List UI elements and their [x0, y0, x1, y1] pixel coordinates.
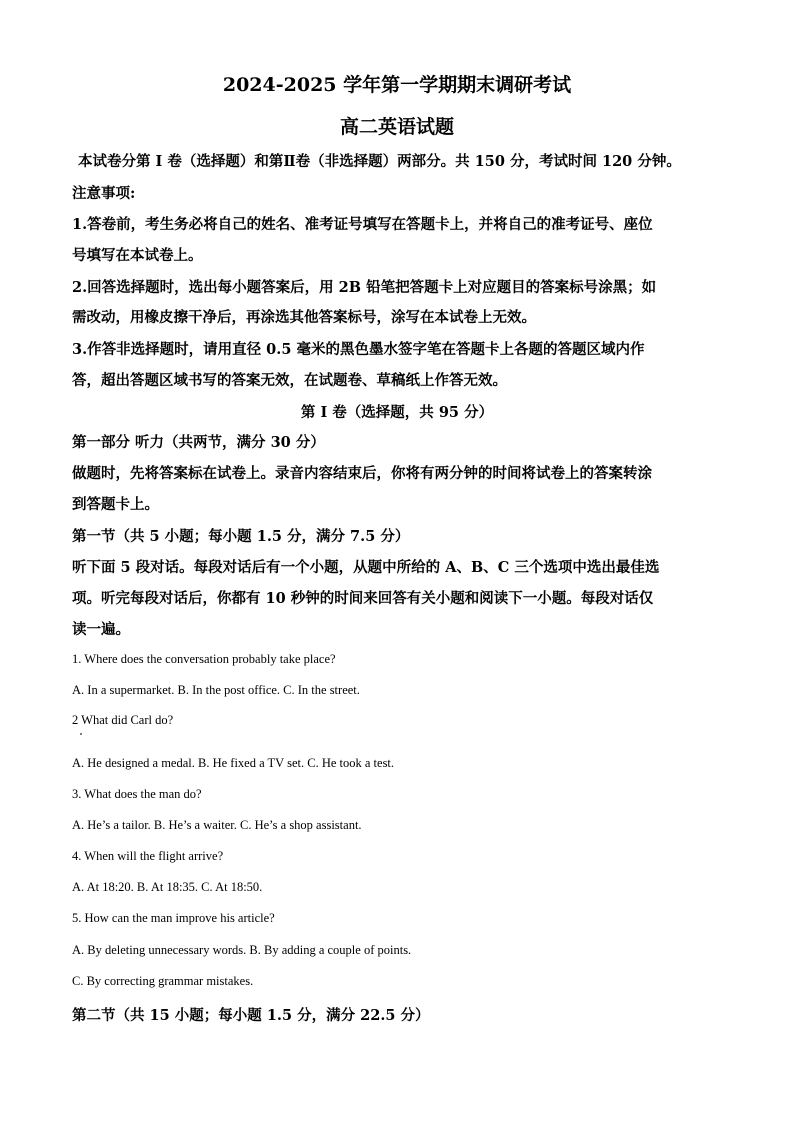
question-2-stem: 2 What did Carl do? [72, 713, 174, 727]
question-1-stem: 1. Where does the conversation probably take place? [72, 652, 336, 666]
question-3-stem: 3. What does the man do? [72, 787, 202, 801]
part-1-desc-line-2: 到答题卡上。 [72, 496, 159, 513]
section-1-desc-line-1: 听下面 5 段对话。每段对话后有一个小题，从题中所给的 A、B、C 三个选项中选出最佳选 [72, 559, 660, 576]
question-4-stem: 4. When will the flight arrive? [72, 849, 224, 863]
section-1-heading: 第一节（共 5 小题；每小题 1.5 分，满分 7.5 分） [72, 528, 410, 545]
question-1-options: A. In a supermarket. B. In the post office. C. In the street. [72, 683, 360, 697]
volume-1-heading: 第 I 卷（选择题，共 95 分） [300, 404, 494, 421]
exam-subtitle: 高二英语试题 [339, 116, 454, 138]
part-1-heading: 第一部分 听力（共两节，满分 30 分） [72, 434, 325, 451]
exam-title: 2024-2025 学年第一学期期末调研考试 [222, 74, 572, 96]
notice-item-3-line-2: 答，超出答题区域书写的答案无效，在试题卷、草稿纸上作答无效。 [72, 372, 507, 389]
notice-item-1-line-2: 号填写在本试卷上。 [72, 247, 203, 264]
question-4-options: A. At 18:20. B. At 18:35. C. At 18:50. [72, 880, 263, 894]
exam-intro: 本试卷分第 I 卷（选择题）和第Ⅱ卷（非选择题）两部分。共 150 分，考试时间 120 分钟。 [78, 153, 681, 170]
question-2-options: A. He designed a medal. B. He fixed a TV set. C. He took a test. [72, 756, 395, 770]
notice-item-2-line-2: 需改动，用橡皮擦干净后，再涂选其他答案标号，涂写在本试卷上无效。 [72, 309, 536, 326]
notice-heading: 注意事项: [72, 185, 136, 202]
section-1-desc-line-2: 项。听完每段对话后，你都有 10 秒钟的时间来回答有关小题和阅读下一小题。每段对话仅 [72, 590, 654, 607]
question-5-options-line-2: C. By correcting grammar mistakes. [72, 974, 254, 988]
section-2-heading: 第二节（共 15 小题；每小题 1.5 分，满分 22.5 分） [72, 1007, 430, 1024]
question-3-options: A. He’s a tailor. B. He’s a waiter. C. He’s a shop assistant. [72, 818, 362, 832]
section-1-desc-line-3: 读一遍。 [72, 621, 130, 638]
question-5-options: A. By deleting unnecessary words. B. By adding a couple of points. [72, 943, 412, 957]
part-1-desc-line-1: 做题时，先将答案标在试卷上。录音内容结束后，你将有两分钟的时间将试卷上的答案转涂 [72, 465, 652, 482]
stray-dot-mark [80, 733, 82, 735]
notice-item-2-line-1: 2.回答选择题时，选出每小题答案后，用 2B 铅笔把答题卡上对应题目的答案标号涂黑；如 [72, 279, 657, 296]
notice-item-3-line-1: 3.作答非选择题时，请用直径 0.5 毫米的黑色墨水签字笔在答题卡上各题的答题区域内作 [72, 341, 645, 358]
question-5-stem: 5. How can the man improve his article? [72, 911, 275, 925]
notice-item-1-line-1: 1.答卷前，考生务必将自己的姓名、准考证号填写在答题卡上，并将自己的准考证号、座位 [72, 216, 653, 233]
